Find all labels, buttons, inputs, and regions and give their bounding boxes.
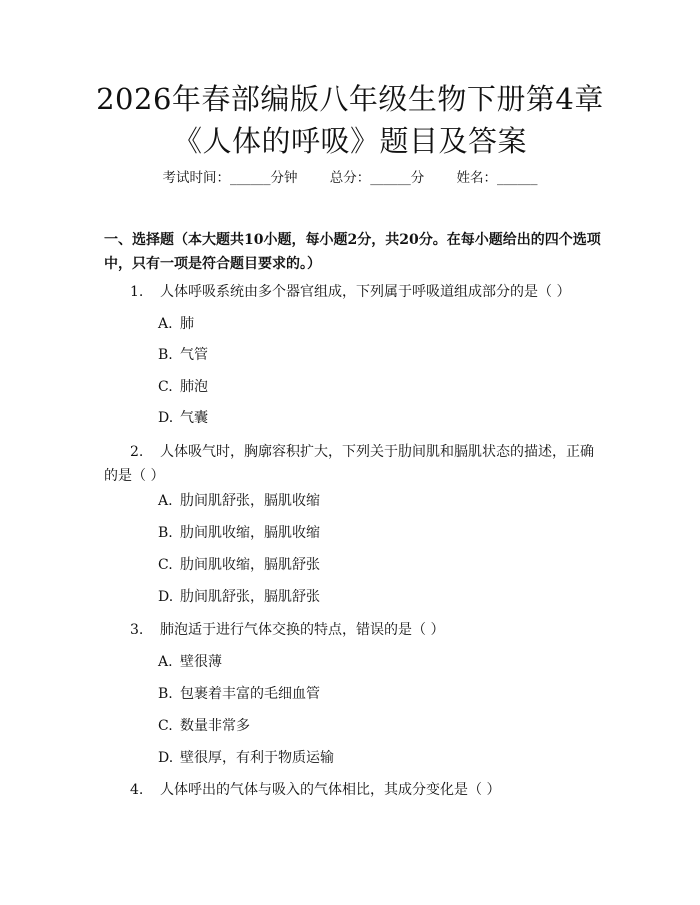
option-1a [158, 314, 194, 334]
option-2c [158, 555, 320, 575]
question-number: 3. [130, 622, 144, 638]
question-number: 4. [130, 782, 144, 798]
page-title: 2026年春部编版八年级生物下册第4章《人体的呼吸》题目及答案 [96, 82, 604, 158]
option-letter: A. [158, 654, 173, 670]
option-text: 壁很厚，有利于物质运输 [180, 750, 334, 766]
option-text: 肋间肌舒张，膈肌收缩 [180, 493, 320, 509]
option-text: 气囊 [180, 410, 208, 426]
question-2 [104, 440, 604, 488]
question-3 [104, 618, 604, 642]
option-letter: C. [158, 557, 173, 573]
option-letter: A. [158, 316, 173, 332]
exam-time-field: 考试时间：______分钟 [162, 170, 298, 186]
option-3a [158, 652, 222, 672]
question-number: 1. [130, 284, 144, 300]
option-letter: B. [158, 525, 173, 541]
option-text: 肋间肌舒张，膈肌舒张 [180, 589, 320, 605]
option-text: 肋间肌收缩，膈肌收缩 [180, 525, 320, 541]
question-text: 人体吸气时，胸廓容积扩大，下列关于肋间肌和膈肌状态的描述，正确的是（ ） [104, 444, 594, 484]
option-3b [158, 684, 320, 704]
option-letter: C. [158, 379, 173, 395]
question-1 [104, 280, 604, 304]
total-score-field: 总分：______分 [329, 170, 425, 186]
option-text: 数量非常多 [180, 718, 250, 734]
option-letter: B. [158, 686, 173, 702]
option-1c [158, 377, 208, 397]
option-3c [158, 716, 250, 736]
option-text: 肋间肌收缩，膈肌舒张 [180, 557, 320, 573]
option-letter: C. [158, 718, 173, 734]
option-letter: D. [158, 589, 174, 605]
option-2a [158, 491, 320, 511]
option-letter: A. [158, 493, 173, 509]
option-1d [158, 408, 208, 428]
option-2d [158, 587, 320, 607]
option-text: 肺 [180, 316, 194, 332]
question-text: 肺泡适于进行气体交换的特点，错误的是（ ） [160, 622, 445, 638]
option-text: 壁很薄 [180, 654, 222, 670]
option-letter: D. [158, 410, 174, 426]
option-text: 气管 [180, 347, 208, 363]
option-text: 包裹着丰富的毛细血管 [180, 686, 320, 702]
option-3d [158, 748, 334, 768]
question-text: 人体呼出的气体与吸入的气体相比，其成分变化是（ ） [160, 782, 501, 798]
question-number: 2. [130, 444, 144, 460]
option-text: 肺泡 [180, 379, 208, 395]
option-letter: B. [158, 347, 173, 363]
section-heading: 一、选择题（本大题共10小题，每小题2分，共20分。在每小题给出的四个选项中，只有一项是符合题目要求的。） [104, 232, 601, 272]
question-4 [104, 778, 604, 802]
name-field: 姓名：______ [456, 170, 538, 186]
exam-info-line [0, 168, 700, 188]
option-letter: D. [158, 750, 174, 766]
option-1b [158, 345, 208, 365]
option-2b [158, 523, 320, 543]
question-text: 人体呼吸系统由多个器官组成，下列属于呼吸道组成部分的是（ ） [160, 284, 571, 300]
